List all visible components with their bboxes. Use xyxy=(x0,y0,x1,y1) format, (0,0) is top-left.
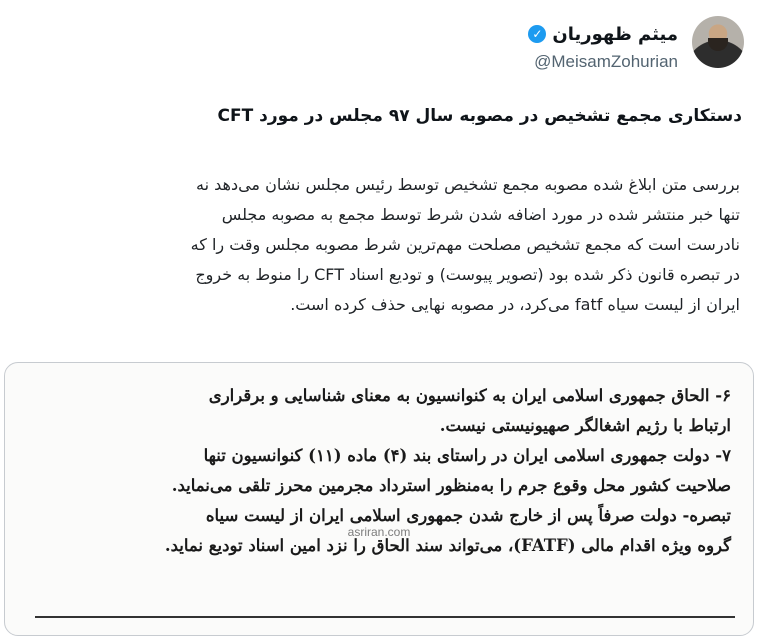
document-line: صلاحیت کشور محل وقوع جرم را به‌منظور استرداد مجرمین محرز تلقی می‌نماید. xyxy=(171,476,731,495)
attached-document-image[interactable] xyxy=(4,362,754,636)
tweet-body-line: بررسی متن ابلاغ شده مصوبه مجمع تشخیص توسط رئیس مجلس نشان می‌دهد نه xyxy=(196,175,740,194)
tweet-header xyxy=(14,14,744,74)
tweet-title: دستکاری مجمع تشخیص در مصوبه سال ۹۷ مجلس در مورد CFT xyxy=(217,106,742,126)
watermark: asriran.com xyxy=(347,525,411,539)
tweet-body-line: در تبصره قانون ذکر شده بود (تصویر پیوست) و تودیع اسناد CFT را منوط به خروج xyxy=(195,265,740,284)
document-line: تبصره- دولت صرفاً پس از خارج شدن جمهوری اسلامی ایران از لیست سیاه xyxy=(205,506,731,525)
author-avatar[interactable] xyxy=(692,16,744,68)
author-handle[interactable]: @MeisamZohurian xyxy=(534,52,678,71)
tweet-body xyxy=(16,170,740,320)
document-line: ارتباط با رژیم اشغالگر صهیونیستی نیست. xyxy=(439,416,731,435)
tweet-body-line: ایران از لیست سیاه fatf می‌کرد، در مصوبه نهایی حذف کرده است. xyxy=(290,295,740,314)
document-rule xyxy=(35,616,735,618)
document-line: ۶- الحاق جمهوری اسلامی ایران به کنوانسیون به معنای شناسایی و برقراری xyxy=(208,386,731,405)
tweet-body-line: نادرست است که مجمع تشخیص مصلحت مهم‌ترین شرط مصوبه مجلس وقت را که xyxy=(190,235,740,254)
document-line: گروه ویژه اقدام مالی (FATF)، می‌تواند سند الحاق را نزد امین اسناد تودیع نماید. xyxy=(164,536,731,555)
avatar-beard xyxy=(708,38,728,51)
tweet-body-line: تنها خبر منتشر شده در مورد اضافه شدن شرط توسط مجمع به مصوبه مجلس xyxy=(221,205,740,224)
author-name[interactable]: میثم ظهوریان xyxy=(552,23,678,45)
verified-badge-icon: ✓ xyxy=(528,25,546,43)
document-line: ۷- دولت جمهوری اسلامی ایران در راستای بند (۴) ماده (۱۱) کنوانسیون تنها xyxy=(203,446,731,465)
author-name-line[interactable] xyxy=(528,22,678,46)
